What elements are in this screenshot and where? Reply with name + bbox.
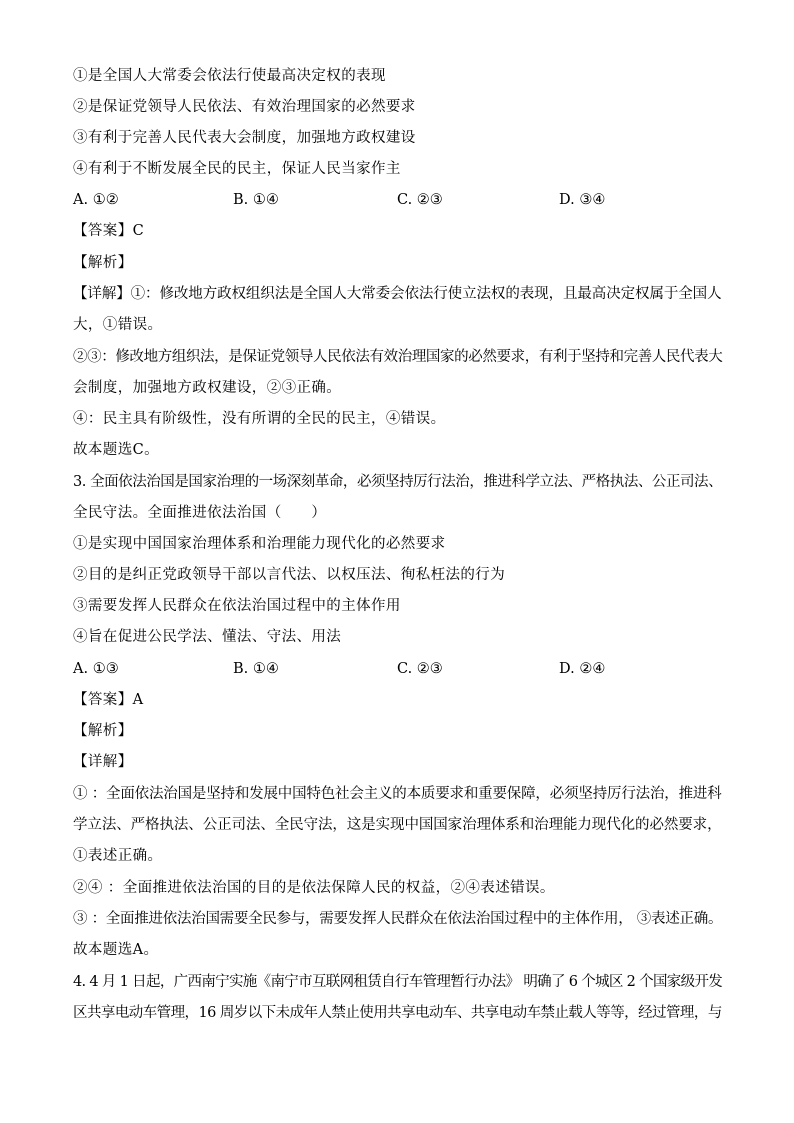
q3-option-c: C. ②③ — [397, 661, 443, 677]
q3-detail-1-line-3: ①表述正确。 — [73, 848, 163, 864]
q3-detail-2: ②④ ：全面推进依法治国的目的是依法保障人民的权益，②④表述错误。 — [73, 880, 555, 896]
q2-answer: 【答案】C — [73, 223, 145, 239]
q3-detail-1-line-1: ① ：全面依法治国是坚持和发展中国特色社会主义的本质要求和重要保障，必须坚持厉行法治，推进科 — [73, 786, 722, 802]
q3-answer: 【答案】A — [73, 692, 144, 708]
q3-statement-2: ②目的是纠正党政领导干部以言代法、以权压法、徇私枉法的行为 — [73, 567, 506, 583]
q2-option-b: B. ①④ — [233, 192, 279, 208]
q2-option-a: A. ①② — [73, 192, 119, 208]
q3-statement-3: ③需要发挥人民群众在依法治国过程中的主体作用 — [73, 598, 401, 614]
q2-statement-2: ②是保证党领导人民依法、有效治理国家的必然要求 — [73, 99, 416, 115]
q3-options — [73, 659, 733, 679]
q2-statement-3: ③有利于完善人民代表大会制度，加强地方政权建设 — [73, 130, 416, 146]
q3-analysis-heading: 【解析】 — [73, 723, 133, 739]
q3-detail-1-line-2: 学立法、严格执法、公正司法、全民守法，这是实现中国国家治理体系和治理能力现代化的必然要求， — [73, 817, 722, 833]
q2-detail-2-line-1: ②③：修改地方组织法，是保证党领导人民依法有效治理国家的必然要求，有利于坚持和完善人民代表大 — [73, 349, 723, 365]
q4-question-line-1: 4. 4 月 1 日起，广西南宁实施《南宁市互联网租赁自行车管理暂行办法》 明确了 6 个城区 2 个国家级开发 — [73, 974, 723, 990]
q2-statement-4: ④有利于不断发展全民的民主，保证人民当家作主 — [73, 161, 401, 177]
q3-statement-4: ④旨在促进公民学法、懂法、守法、用法 — [73, 629, 342, 645]
q2-detail-1-line-2: 大，①错误。 — [73, 317, 163, 333]
q2-detail-1-line-1: 【详解】①：修改地方政权组织法是全国人大常委会依法行使立法权的表现，且最高决定权属于全国人 — [73, 286, 722, 302]
q2-option-c: C. ②③ — [397, 192, 443, 208]
q3-detail-3: ③ ：全面推进依法治国需要全民参与，需要发挥人民群众在依法治国过程中的主体作用， ③表述正确。 — [73, 911, 723, 927]
q2-option-d: D. ③④ — [559, 192, 606, 208]
q2-conclusion: 故本题选C。 — [73, 442, 159, 458]
q2-detail-3: ④：民主具有阶级性，没有所谓的全民的民主，④错误。 — [73, 411, 446, 427]
q3-option-a: A. ①③ — [73, 661, 119, 677]
q3-statement-1: ①是实现中国国家治理体系和治理能力现代化的必然要求 — [73, 536, 446, 552]
q4-question-line-2: 区共享电动车管理，16 周岁以下未成年人禁止使用共享电动车、共享电动车禁止载人等等，经过管理，与 — [73, 1005, 722, 1021]
q3-conclusion: 故本题选A。 — [73, 942, 159, 958]
q2-detail-2-line-2: 会制度，加强地方政权建设，②③正确。 — [73, 380, 342, 396]
q2-analysis-heading: 【解析】 — [73, 255, 133, 271]
q3-detail-heading: 【详解】 — [73, 754, 133, 770]
q3-question-line-1: 3. 全面依法治国是国家治理的一场深刻革命，必须坚持厉行法治，推进科学立法、严格执法、公正司法、 — [73, 474, 723, 490]
q2-statement-1: ①是全国人大常委会依法行使最高决定权的表现 — [73, 68, 386, 84]
q3-question-line-2: 全民守法。全面推进依法治国（ ） — [73, 505, 327, 521]
q3-option-b: B. ①④ — [233, 661, 279, 677]
q2-options — [73, 190, 733, 210]
q3-option-d: D. ②④ — [559, 661, 606, 677]
